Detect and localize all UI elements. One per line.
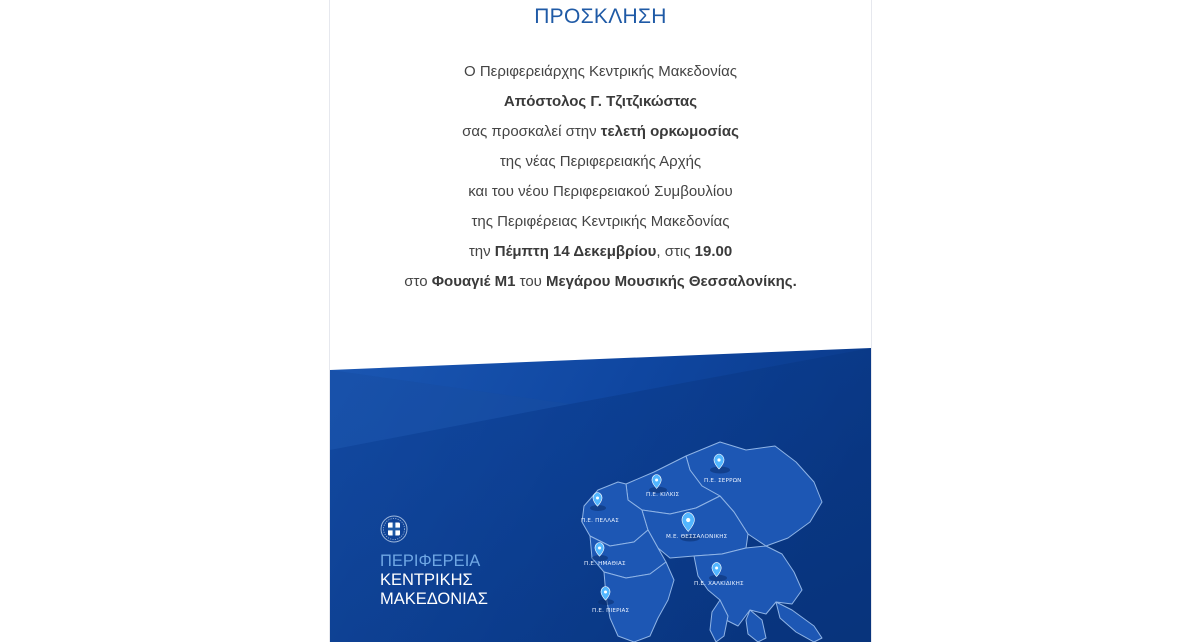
map-label-pella: Π.Ε. ΠΕΛΛΑΣ [581, 518, 620, 524]
text-line [330, 60, 871, 90]
text-line [330, 240, 871, 270]
bold-text: 19.00 [694, 243, 733, 260]
invitation-text [330, 60, 871, 300]
peninsula-athos [776, 602, 822, 642]
greek-emblem-icon [380, 515, 408, 543]
peninsula-sithonia [746, 610, 766, 642]
text: την [468, 243, 495, 260]
bold-text: Φουαγιέ Μ1 [431, 273, 516, 290]
text-line [330, 120, 871, 150]
invitation-title: ΠΡΟΣΚΛΗΣΗ [534, 5, 667, 28]
text: , στις [656, 243, 695, 260]
logo-line-2: ΚΕΝΤΡΙΚΗΣ [380, 571, 473, 589]
invitation-card [329, 0, 872, 642]
text: της νέας Περιφερειακής Αρχής [499, 153, 702, 170]
region-logo-text [380, 552, 488, 609]
logo-line-3: ΜΑΚΕΔΟΝΙΑΣ [380, 590, 488, 608]
text-line [330, 90, 871, 120]
text: της Περιφέρειας Κεντρικής Μακεδονίας [471, 213, 730, 230]
map-label-serres: Π.Ε. ΣΕΡΡΩΝ [704, 478, 742, 484]
text-line [330, 210, 871, 240]
text: σας προσκαλεί στην [462, 123, 601, 140]
bold-text: τελετή ορκωμοσίας [600, 123, 739, 140]
text: και του νέου Περιφερειακού Συμβουλίου [468, 183, 733, 200]
central-macedonia-map [570, 430, 871, 642]
text: στο [404, 273, 432, 290]
map-label-chalkidiki: Π.Ε. ΧΑΛΚΙΔΙΚΗΣ [694, 581, 744, 587]
map-label-pieria: Π.Ε. ΠΙΕΡΙΑΣ [592, 608, 630, 614]
bold-text: Μεγάρου Μουσικής Θεσσαλονίκης. [546, 273, 797, 290]
text-line [330, 270, 871, 300]
bold-text: Απόστολος Γ. Τζιτζικώστας [503, 93, 698, 110]
bold-text: Πέμπτη 14 Δεκεμβρίου [494, 243, 657, 260]
map-label-kilkis: Π.Ε. ΚΙΛΚΙΣ [646, 492, 680, 498]
text-line [330, 150, 871, 180]
text: του [515, 273, 547, 290]
logo-line-1: ΠΕΡΙΦΕΡΕΙΑ [380, 552, 481, 570]
text: Ο Περιφερειάρχης Κεντρικής Μακεδονίας [463, 63, 737, 80]
text-line [330, 180, 871, 210]
map-label-thessaloniki: Μ.Ε. ΘΕΣΣΑΛΟΝΙΚΗΣ [666, 534, 728, 540]
map-label-imathia: Π.Ε. ΗΜΑΘΙΑΣ [584, 561, 626, 567]
